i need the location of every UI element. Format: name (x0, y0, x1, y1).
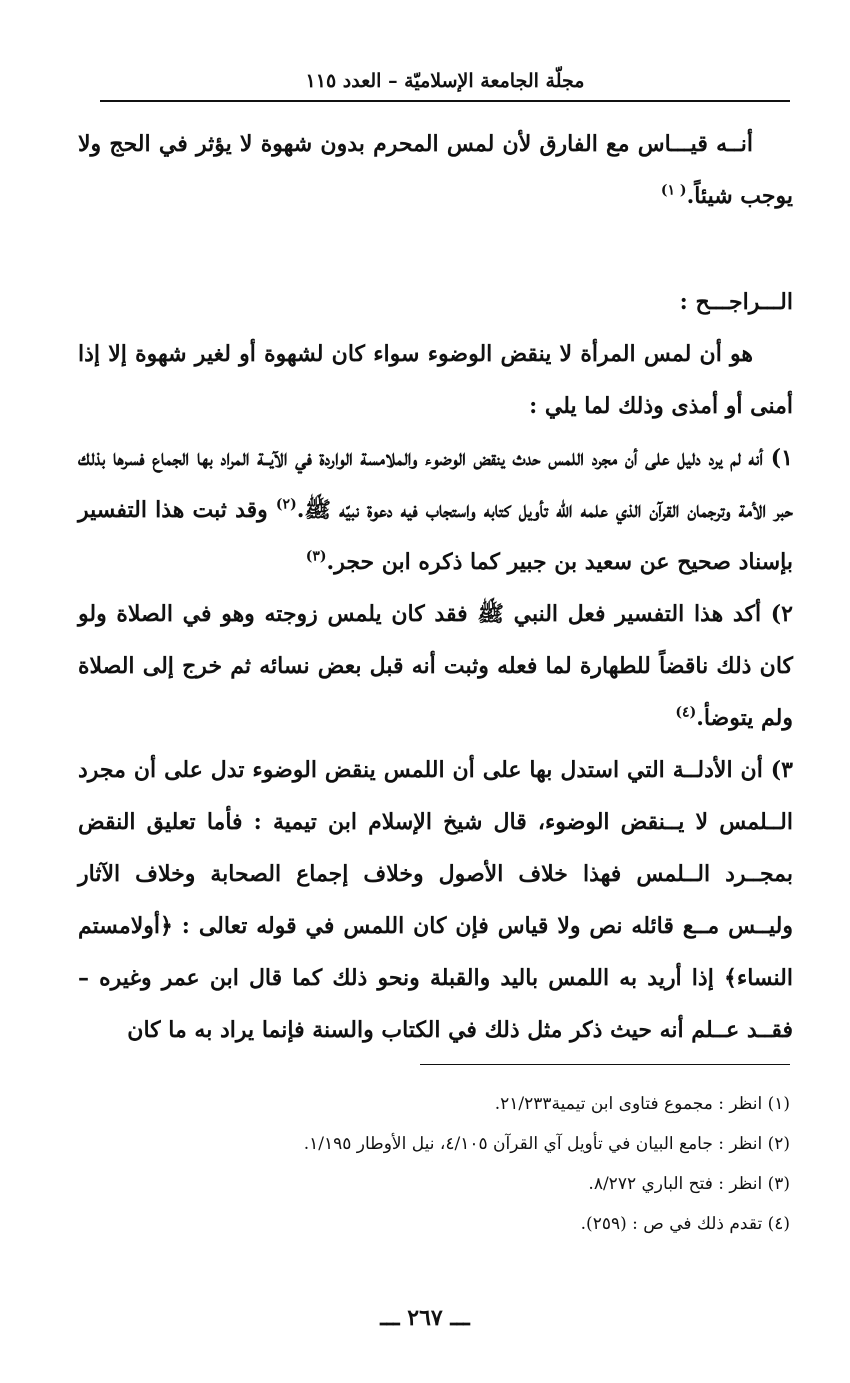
footnotes (100, 1084, 790, 1244)
body-text (78, 118, 793, 1056)
footnote-ref-3[interactable]: (٣) (305, 548, 327, 565)
point-2-text: ٢) أكد هذا التفسير فعل النبي ﷺ فقد كان يلمس زوجته وهو في الصلاة ولو كان ذلك ناقضاً للطهارة لما فعله وثبت أنه قبل بعض نسائه ثم خرج إلى الصلاة ولم يتوضأ. (78, 601, 793, 731)
footnote-2: (٢) انظر : جامع البيان في تأويل آي القرآن ٤/١٠٥، نيل الأوطار ١/١٩٥. (303, 1134, 790, 1154)
paragraph-1-text: أنــه قيـــاس مع الفارق لأن لمس المحرم بدون شهوة لا يؤثر في الحج ولا يوجب شيئاً. (78, 131, 793, 209)
footnote-ref-1[interactable]: ( ١) (660, 182, 687, 199)
running-header: مجلّة الجامعة الإسلاميّة – العدد ١١٥ (305, 70, 585, 92)
footnote-ref-4[interactable]: (٤) (675, 704, 697, 721)
point-1-text-a: ١) أنه لم يرد دليل على أن مجرد اللمس حدث ينقض الوضوء والملامسة الواردة في الآيــة المراد بها الجماع فسرها بذلك حبر الأمة وترجمان القرآن الذي علمه الله تأويل كتابه واستجاب فيه دعوة نبيّه ﷺ. (78, 445, 793, 523)
footnote-ref-2[interactable]: (٢) (275, 496, 297, 513)
paragraph-1 (78, 118, 793, 222)
point-2 (78, 588, 793, 744)
footnote-1: (١) انظر : مجموع فتاوى ابن تيمية٢١/٢٣٣. (494, 1094, 790, 1114)
section-heading: الـــراجـــح : (679, 289, 793, 315)
point-1 (78, 432, 793, 588)
footnote-rule (420, 1064, 790, 1065)
footnote-3: (٣) انظر : فتح الباري ٨/٢٧٢. (588, 1174, 790, 1194)
paragraph-spacer (78, 222, 793, 276)
point-1-text-b: وقد ثبت هذا التفسير بإسناد صحيح عن سعيد بن جبير كما ذكره ابن حجر. (78, 497, 793, 575)
footnote-4: (٤) تقدم ذلك في ص : (٢٥٩). (580, 1214, 790, 1234)
point-3: ٣) أن الأدلــة التي استدل بها على أن اللمس ينقض الوضوء تدل على أن مجرد الــلمس لا يــنقض الوضوء، قال شيخ الإسلام ابن تيمية : فأما تعليق النقض بمجــرد الــلمس فهذا خلاف الأصول وخلاف إجماع الصحابة وخلاف الآثار وليــس مــع قائله نص ولا قياس فإن كان اللمس في قوله تعالى : ﴿أولامستم النساء﴾ إذا أريد به اللمس باليد والقبلة ونحو ذلك كما قال ابن عمر وغيره – فقــد عــلم أنه حيث ذكر مثل ذلك في الكتاب والسنة فإنما يراد به ما كان (78, 757, 793, 1043)
paragraph-2: هو أن لمس المرأة لا ينقض الوضوء سواء كان لشهوة أو لغير شهوة إلا إذا أمنى أو أمذى وذلك لما يلي : (78, 341, 793, 419)
header-rule (100, 100, 790, 102)
page-number: ـــ ٢٦٧ ـــ (380, 1305, 470, 1331)
